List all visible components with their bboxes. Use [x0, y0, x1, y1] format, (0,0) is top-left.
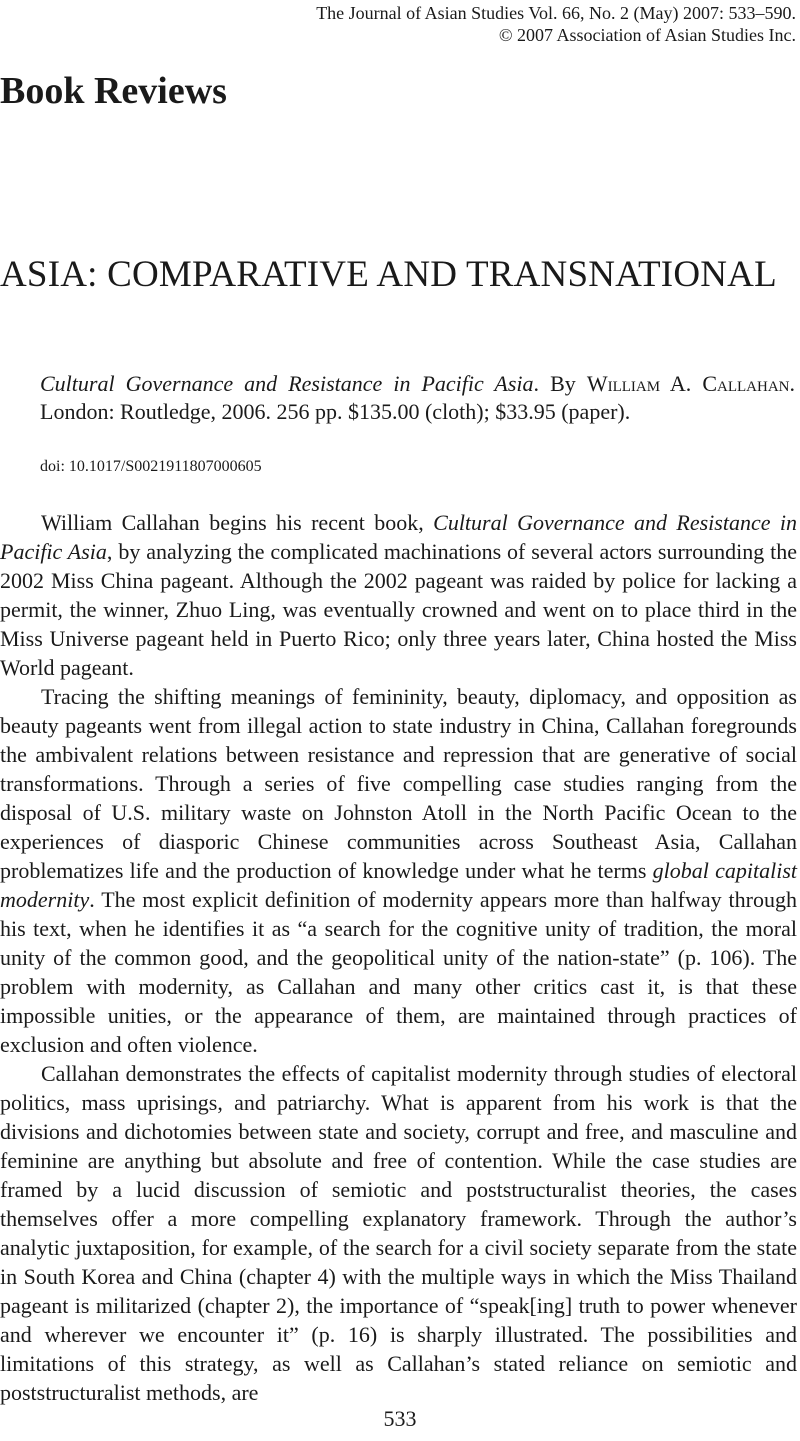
citation-by: . By: [533, 371, 587, 396]
paragraph-2-text-a: Tracing the shifting meanings of femininity, beauty, diplomacy, and opposition as beauty pageants went from illegal action to state industry in China, Callahan foregrounds the ambivalent relations between resistance and repression that are generative of social transformations. Through a series of five compelling case studies ranging from the disposal of U.S. military waste on Johnston Atoll in the North Pacific Ocean to the experiences of diasporic Chinese communities across Southeast Asia, Callahan problematizes life and the production of knowledge under what he terms: [0, 684, 797, 883]
paragraph-2: [0, 682, 797, 1059]
copyright-line: © 2007 Association of Asian Studies Inc.: [498, 25, 796, 45]
paragraph-3: Callahan demonstrates the effects of capitalist modernity through studies of electoral politics, mass uprisings, and patriarchy. What is apparent from his work is that the divisions and dichotomies between state and society, corrupt and free, and masculine and feminine are anything but absolute and free of contention. While the case studies are framed by a lucid discussion of semiotic and poststructuralist theories, the cases themselves offer a more compelling explanatory framework. Through the author’s analytic juxtaposition, for example, of the search for a civil society separate from the state in South Korea and China (chapter 4) with the multiple ways in which the Miss Thailand pageant is militarized (chapter 2), the importance of “speak[ing] truth to power whenever and wherever we encounter it” (p. 16) is sharply illustrated. The possibilities and limitations of this strategy, as well as Callahan’s stated reliance on semiotic and poststructuralist methods, are: [0, 1061, 797, 1405]
book-citation: [40, 370, 795, 426]
paragraph-1-book-title: Cultural Governance and Resistance in Pacific Asia: [0, 510, 798, 564]
paragraph-2-term: global capitalist modernity: [0, 858, 797, 912]
topic-title: ASIA: COMPARATIVE AND TRANSNATIONAL: [0, 254, 777, 295]
section-heading: Book Reviews: [0, 70, 227, 112]
journal-line: The Journal of Asian Studies Vol. 66, No. 2 (May) 2007: 533–590.: [316, 3, 796, 23]
doi: doi: 10.1017/S0021911807000605: [40, 458, 262, 475]
paragraph-2-text-b: . The most explicit definition of modernity appears more than halfway through his text, when he identifies it as “a search for the cognitive unity of tradition, the moral unity of the common good, and the geopolitical unity of the nation-state” (p. 106). The problem with modernity, as Callahan and many other critics cast it, is that these impossible unities, or the appearance of them, are maintained through practices of exclusion and often violence.: [0, 887, 797, 1057]
book-author: William A. Callahan: [586, 371, 790, 396]
running-header: [316, 2, 796, 46]
paragraph-1: [0, 508, 797, 682]
paragraph-1-text-a: William Callahan begins his recent book,: [41, 510, 434, 535]
review-body: [0, 508, 797, 1407]
paragraph-1-text-b: , by analyzing the complicated machinations of several actors surrounding the 2002 Miss China pageant. Although the 2002 pageant was raided by police for lacking a permit, the winner, Zhuo Ling, was eventually crowned and went on to place third in the Miss Universe pageant held in Puerto Rico; only three years later, China hosted the Miss World pageant.: [0, 539, 797, 680]
book-title: Cultural Governance and Resistance in Pacific Asia: [40, 371, 534, 396]
publication-info: . London: Routledge, 2006. 256 pp. $135.00 (cloth); $33.95 (paper).: [40, 371, 795, 424]
page-number: 533: [383, 1406, 417, 1431]
